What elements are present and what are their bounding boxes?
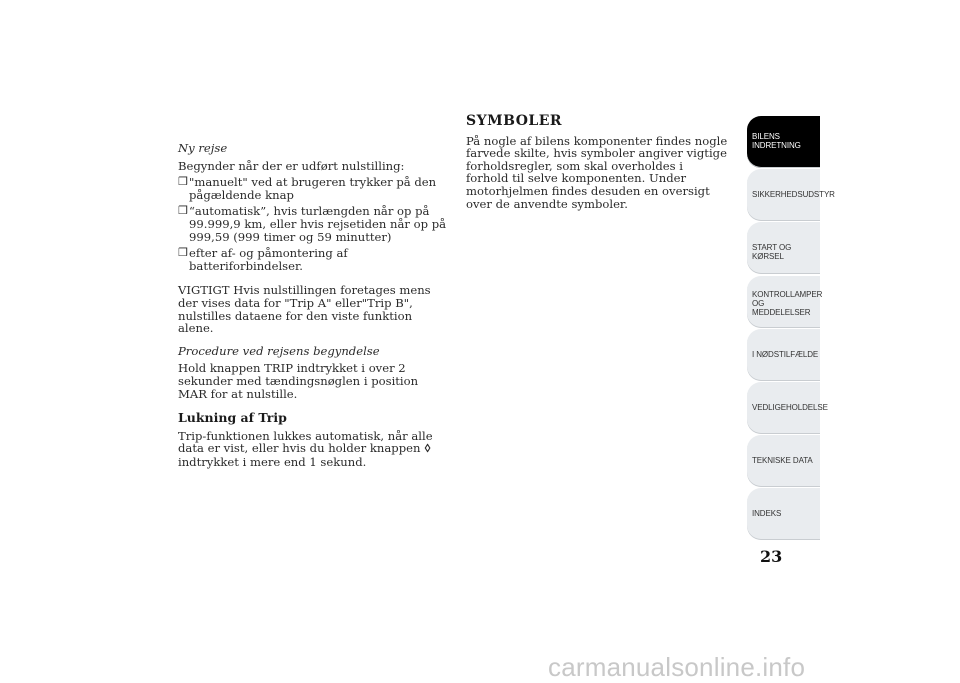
subheading-ny-rejse: Ny rejse — [178, 141, 228, 155]
tab-vedligeholdelse[interactable]: VEDLIGEHOLDELSE — [747, 382, 820, 434]
checkbox-bullet-icon: ❒ — [178, 175, 188, 189]
tab-start-og-korsel[interactable]: START OG KØRSEL — [747, 222, 820, 274]
tab-indeks[interactable]: INDEKS — [747, 488, 820, 540]
chapter-tabs — [747, 116, 835, 542]
important-note: VIGTIGT Hvis nulstillingen foretages mens der vises data for "Trip A" eller"Trip B", nulstilles dataene for den viste funktion alene. — [178, 283, 431, 336]
tab-i-nodstilfaelde[interactable]: I NØDSTILFÆLDE — [747, 329, 820, 381]
page-number: 23 — [760, 547, 783, 566]
checkbox-bullet-icon: ❒ — [178, 246, 188, 260]
section-heading-lukning: Lukning af Trip — [178, 410, 287, 426]
paragraph: Hold knappen TRIP indtrykket i over 2 sekunder med tændingsnøglen i position MAR for at nulstille. — [178, 361, 419, 401]
list-item: ❒ "manuelt" ved at brugeren trykker på den pågældende knap — [178, 175, 437, 202]
paragraph: Trip-funktionen lukkes automatisk, når alle data er vist, eller hvis du holder knappen ꕺ indtrykket i mere end 1 sekund. — [178, 428, 433, 469]
subheading-procedure: Procedure ved rejsens begyndelse — [178, 343, 380, 358]
list-item: ❒ efter af- og påmontering af batteriforbindelser. — [178, 246, 348, 273]
list-item: ❒ “automatisk”, hvis turlængden når op på 99.999,9 km, eller hvis rejsetiden når op på 999,59 (999 timer og 59 minutter) — [178, 204, 447, 244]
trip-button-icon: ꕺ — [424, 442, 432, 456]
section-heading-symboler: SYMBOLER — [466, 113, 563, 129]
tab-tekniske-data[interactable]: TEKNISKE DATA — [747, 435, 820, 487]
tab-bilens-indretning[interactable]: BILENS INDRETNING — [747, 116, 820, 168]
watermark: carmanualsonline.info — [548, 652, 806, 682]
tab-sikkerhedsudstyr[interactable]: SIKKERHEDSUDSTYR — [747, 169, 820, 221]
paragraph: Begynder når der er udført nulstilling: — [178, 158, 405, 173]
right-column — [466, 115, 728, 214]
left-column — [178, 142, 450, 472]
paragraph: På nogle af bilens komponenter findes nogle farvede skilte, hvis symboler angiver vigtige forholdsregler, som skal overholdes i forhold til selve komponenten. Under motorhjelmen findes desuden en oversigt over de anvendte symboler. — [466, 133, 728, 211]
tab-kontrollamper[interactable]: KONTROLLAMPER OG MEDDELELSER — [747, 276, 820, 328]
checkbox-bullet-icon: ❒ — [178, 204, 188, 218]
